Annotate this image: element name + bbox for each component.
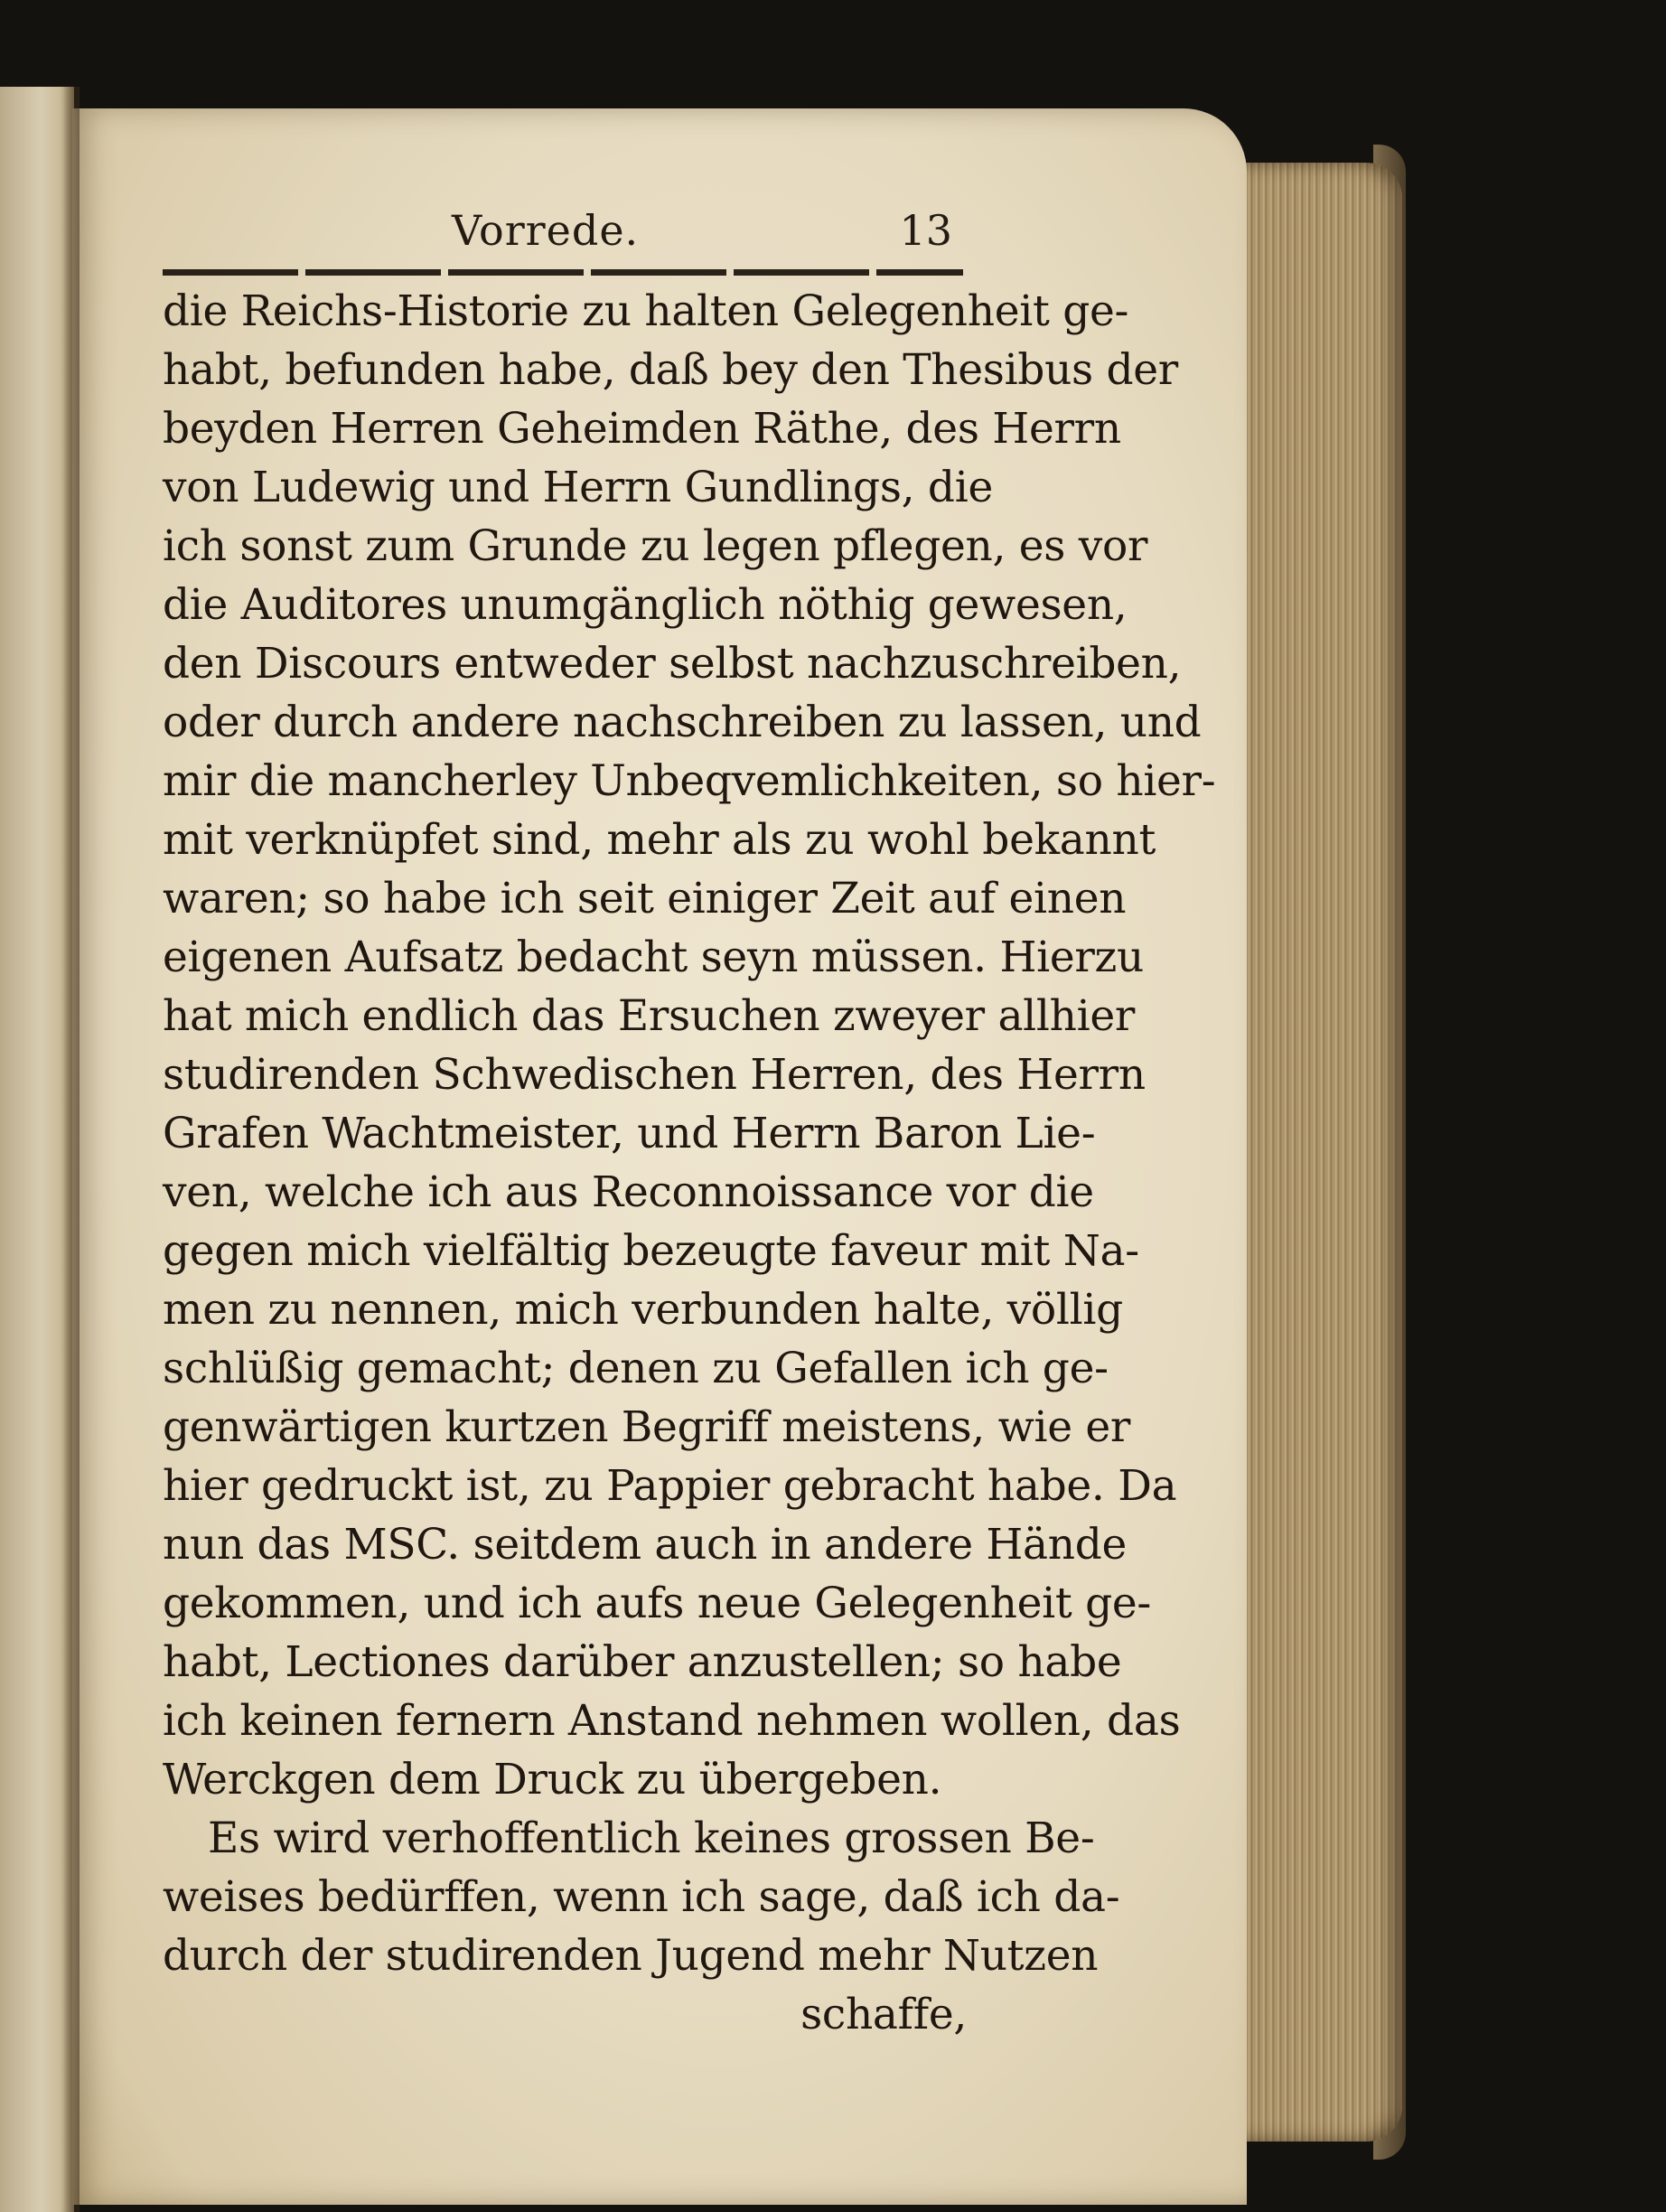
text-line: waren; so habe ich seit einiger Zeit auf einen <box>163 874 1127 923</box>
text-line: mir die mancherley Unbeqvemlichkeiten, so hier- <box>163 756 1216 806</box>
text-line: die Reichs-Historie zu halten Gelegenheit ge- <box>163 286 1129 336</box>
text-line: studirenden Schwedischen Herren, des Herrn <box>163 1050 1146 1100</box>
text-line: hat mich endlich das Ersuchen zweyer allhier <box>163 991 1136 1041</box>
text-line: Werckgen dem Druck zu übergeben. <box>163 1755 942 1804</box>
text-line: beyden Herren Geheimden Räthe, des Herrn <box>163 404 1121 454</box>
text-line: habt, befunden habe, daß bey den Thesibus der <box>163 345 1178 395</box>
text-line: gegen mich vielfältig bezeugte faveur mit Na- <box>163 1226 1139 1276</box>
head-rule <box>163 269 963 276</box>
running-head-title: Vorrede. <box>452 206 640 255</box>
text-line: hier gedruckt ist, zu Pappier gebracht habe. Da <box>163 1461 1177 1511</box>
text-line: genwärtigen kurtzen Begriff meistens, wie er <box>163 1402 1131 1452</box>
text-line: Es wird verhoffentlich keines grossen Be- <box>208 1814 1095 1863</box>
text-line: gekommen, und ich aufs neue Gelegenheit ge- <box>163 1579 1151 1628</box>
text-line: von Ludewig und Herrn Gundlings, die <box>163 463 993 512</box>
text-line: den Discours entweder selbst nachzuschreiben, <box>163 639 1182 689</box>
page-block-edge <box>1240 163 1402 2142</box>
text-line: ven, welche ich aus Reconnoissance vor die <box>163 1167 1094 1217</box>
body-text <box>163 282 1216 2044</box>
text-line: durch der studirenden Jugend mehr Nutzen <box>163 1931 1099 1981</box>
running-head <box>163 206 958 269</box>
text-line: ich keinen fernern Anstand nehmen wollen, das <box>163 1696 1181 1746</box>
page-number: 13 <box>899 206 952 255</box>
text-line: weises bedürffen, wenn ich sage, daß ich da- <box>163 1872 1120 1922</box>
catchword: schaffe, <box>800 1990 967 2039</box>
text-line: mit verknüpfet sind, mehr als zu wohl bekannt <box>163 815 1156 865</box>
text-line: die Auditores unumgänglich nöthig gewesen, <box>163 580 1128 630</box>
text-line: men zu nennen, mich verbunden halte, völlig <box>163 1285 1123 1335</box>
text-line: ich sonst zum Grunde zu legen pflegen, es vor <box>163 521 1148 571</box>
text-line: eigenen Aufsatz bedacht seyn müssen. Hierzu <box>163 933 1144 982</box>
text-line: nun das MSC. seitdem auch in andere Hände <box>163 1520 1128 1570</box>
text-line: Grafen Wachtmeister, und Herrn Baron Lie- <box>163 1109 1096 1158</box>
spine-shadow <box>60 87 80 2212</box>
text-line: oder durch andere nachschreiben zu lassen, und <box>163 698 1202 747</box>
text-line: schlüßig gemacht; denen zu Gefallen ich ge- <box>163 1344 1109 1393</box>
text-line: habt, Lectiones darüber anzustellen; so habe <box>163 1637 1122 1687</box>
